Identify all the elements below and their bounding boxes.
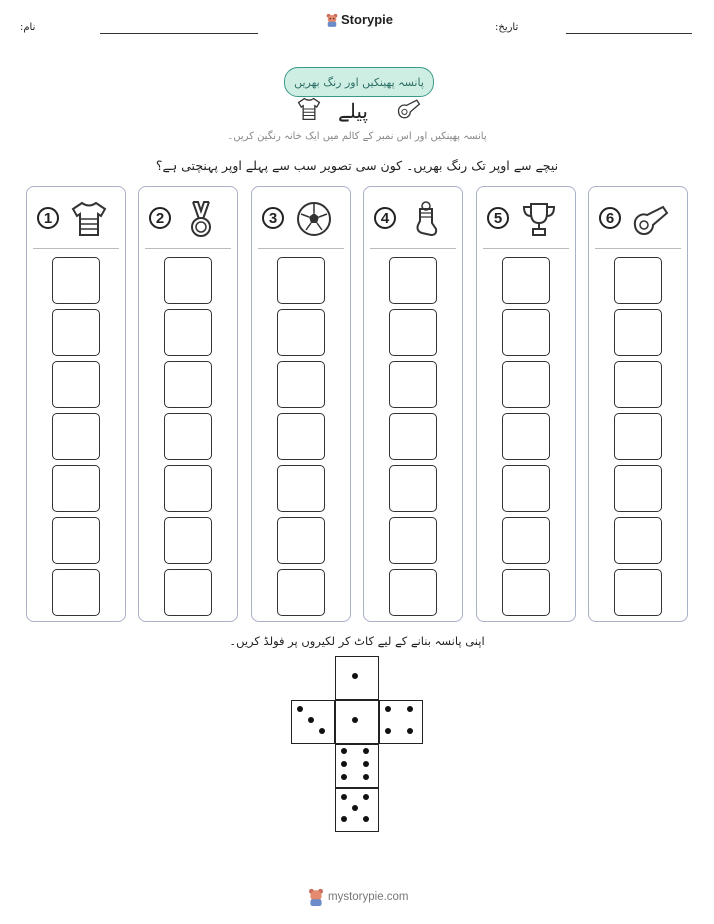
color-cell[interactable] — [614, 569, 662, 616]
color-cell[interactable] — [502, 517, 550, 564]
dice-pip — [341, 794, 347, 800]
column-6 — [588, 186, 688, 622]
column-number: 1 — [37, 207, 59, 229]
pill-text: پانسہ پھینکیں اور رنگ بھریں — [294, 75, 424, 89]
dice-pip — [407, 728, 413, 734]
column-divider — [595, 248, 681, 249]
color-cell[interactable] — [614, 309, 662, 356]
whistle-title-icon — [395, 95, 423, 121]
color-cell[interactable] — [277, 413, 325, 460]
name-label: نام: — [20, 22, 36, 33]
dice-face-6 — [335, 744, 379, 788]
name-line[interactable] — [100, 33, 258, 34]
dice-pip — [352, 673, 358, 679]
color-cell[interactable] — [389, 517, 437, 564]
column-header — [252, 197, 350, 241]
column-divider — [370, 248, 456, 249]
cut-instruction: اپنی پانسہ بنانے کے لیے کاٹ کر لکیروں پر فولڈ کریں۔ — [229, 634, 485, 648]
dice-face-3 — [291, 700, 335, 744]
color-cell[interactable] — [502, 257, 550, 304]
color-cell[interactable] — [614, 465, 662, 512]
column-number: 2 — [149, 207, 171, 229]
column-number: 4 — [374, 207, 396, 229]
dice-pip — [319, 728, 325, 734]
color-cell[interactable] — [277, 361, 325, 408]
column-3 — [251, 186, 351, 622]
column-divider — [483, 248, 569, 249]
bear-logo-icon — [326, 13, 338, 27]
color-cell[interactable] — [52, 517, 100, 564]
color-cell[interactable] — [277, 569, 325, 616]
column-number: 3 — [262, 207, 284, 229]
dice-pip — [363, 748, 369, 754]
color-cell[interactable] — [614, 517, 662, 564]
color-cell[interactable] — [502, 465, 550, 512]
color-cell[interactable] — [502, 413, 550, 460]
color-cell[interactable] — [164, 361, 212, 408]
color-cell[interactable] — [164, 257, 212, 304]
color-cell[interactable] — [614, 257, 662, 304]
color-cell[interactable] — [277, 257, 325, 304]
title-pill — [284, 67, 434, 97]
dice-pip — [407, 706, 413, 712]
color-cell[interactable] — [52, 569, 100, 616]
color-cell[interactable] — [389, 361, 437, 408]
dice-pip — [341, 761, 347, 767]
dice-pip — [363, 794, 369, 800]
dice-face-4 — [379, 700, 423, 744]
dice-face-1 — [335, 700, 379, 744]
color-cell[interactable] — [502, 309, 550, 356]
column-1 — [26, 186, 126, 622]
color-cell[interactable] — [614, 361, 662, 408]
dice-pip — [363, 761, 369, 767]
color-cell[interactable] — [52, 309, 100, 356]
date-line[interactable] — [566, 33, 692, 34]
column-divider — [258, 248, 344, 249]
color-cell[interactable] — [614, 413, 662, 460]
soccer-ball-icon — [294, 199, 334, 239]
page-title: پیلے — [338, 99, 368, 123]
color-cell[interactable] — [389, 569, 437, 616]
dice-pip — [341, 774, 347, 780]
dice-pip — [363, 774, 369, 780]
dice-pip — [352, 717, 358, 723]
column-4 — [363, 186, 463, 622]
column-header — [477, 197, 575, 241]
column-divider — [145, 248, 231, 249]
column-number: 6 — [599, 207, 621, 229]
medal-icon — [181, 199, 221, 239]
color-cell[interactable] — [277, 465, 325, 512]
color-cell[interactable] — [52, 413, 100, 460]
dice-pip — [341, 816, 347, 822]
color-cell[interactable] — [52, 257, 100, 304]
sock-icon — [406, 199, 446, 239]
footer — [308, 888, 409, 906]
brand-name: Storypie — [341, 12, 394, 27]
color-cell[interactable] — [502, 569, 550, 616]
tshirt-title-icon — [296, 96, 322, 122]
dice-pip — [297, 706, 303, 712]
tshirt-icon — [69, 199, 109, 239]
dice-face-5 — [335, 788, 379, 832]
column-header — [364, 197, 462, 241]
column-header — [139, 197, 237, 241]
footer-url[interactable]: mystorypie.com — [328, 891, 409, 903]
bear-footer-icon — [308, 888, 324, 906]
color-cell[interactable] — [502, 361, 550, 408]
color-cell[interactable] — [389, 465, 437, 512]
color-cell[interactable] — [389, 309, 437, 356]
dice-pip — [352, 805, 358, 811]
dice-pip — [363, 816, 369, 822]
color-cell[interactable] — [164, 517, 212, 564]
color-cell[interactable] — [389, 257, 437, 304]
column-2 — [138, 186, 238, 622]
column-header — [27, 197, 125, 241]
column-divider — [33, 248, 119, 249]
color-cell[interactable] — [164, 413, 212, 460]
instruction: نیچے سے اوپر تک رنگ بھریں۔ کون سی تصویر سب سے پہلے اوپر پہنچتی ہے؟ — [155, 158, 559, 173]
trophy-icon — [519, 199, 559, 239]
color-cell[interactable] — [164, 569, 212, 616]
color-cell[interactable] — [164, 309, 212, 356]
color-cell[interactable] — [277, 517, 325, 564]
dice-pip — [308, 717, 314, 723]
column-number: 5 — [487, 207, 509, 229]
color-cell[interactable] — [164, 465, 212, 512]
column-header — [589, 197, 687, 241]
column-5 — [476, 186, 576, 622]
whistle-icon — [631, 199, 671, 239]
dice-pip — [385, 728, 391, 734]
dice-pip — [341, 748, 347, 754]
color-cell[interactable] — [52, 465, 100, 512]
brand-logo — [326, 12, 393, 27]
color-cell[interactable] — [389, 413, 437, 460]
dice-face-1 — [335, 656, 379, 700]
color-cell[interactable] — [277, 309, 325, 356]
date-label: تاریخ: — [495, 22, 519, 33]
dice-pip — [385, 706, 391, 712]
subtitle: پانسہ پھینکیں اور اس نمبر کے کالم میں ایک خانہ رنگین کریں۔ — [227, 131, 487, 142]
color-cell[interactable] — [52, 361, 100, 408]
